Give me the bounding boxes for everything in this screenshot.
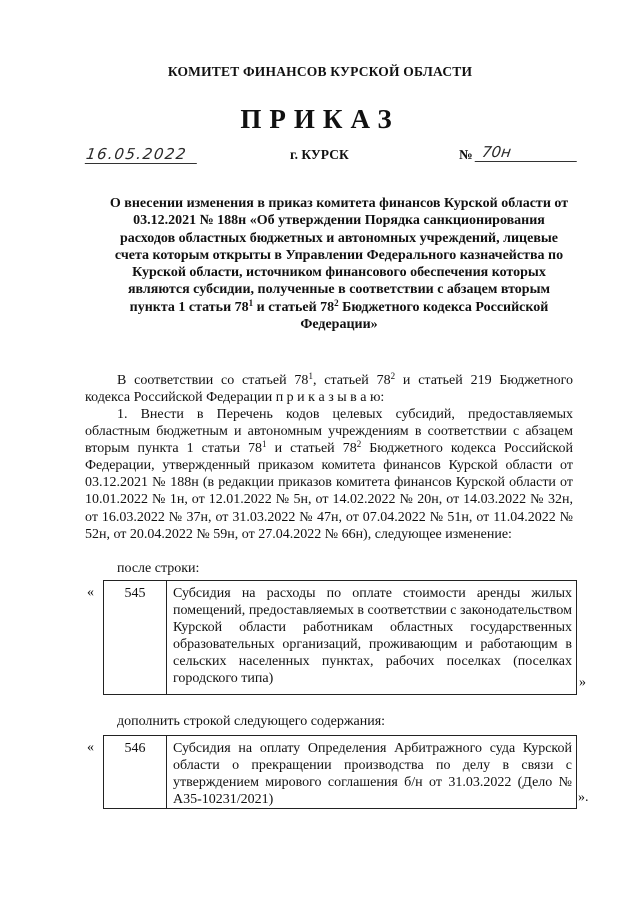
heading-sup-1: 1 bbox=[248, 297, 254, 308]
document-title: ПРИКАЗ bbox=[240, 104, 400, 134]
number-label: № bbox=[459, 147, 473, 162]
p2-sup-1: 1 bbox=[262, 439, 267, 450]
p2-text-a: 1. Внести в Перечень кодов целевых субсидий, предоставляемых областным бюджетным и автономным учреждениям в соответствии с абзацем вторым пункта 1 статьи 78 bbox=[85, 407, 573, 457]
heading-part-3: Бюджетного кодекса Российской Федерации» bbox=[300, 299, 549, 333]
paragraph-item-1 bbox=[85, 406, 573, 543]
p1-text-a: В соответствии со статьей 78 bbox=[117, 373, 309, 388]
row-code: 545 bbox=[104, 581, 167, 694]
p1-text-b: , статьей 78 bbox=[312, 373, 391, 388]
p2-text-c: Бюджетного кодекса Российской Федерации, утвержденный приказом комитета финансов Курской области от 03.12.2021 № 188н (в редакции приказов комитета финансов Курской области от 10.01.2022 № 1н, от 12.01.2022 № 5н, от 14.02.2022 № 20н, от 14.03.2022 № 32н, от 16.03.2022 № 37н, от 31.03.2022 № 47н, от 07.04.2022 № 51н, от 11.04.2022 № 52н, от 20.04.2022 № 59н, от 27.04.2022 № 66н), следующее изменение: bbox=[85, 441, 573, 542]
heading-sup-2: 2 bbox=[334, 297, 339, 308]
p1-sup-1: 1 bbox=[308, 371, 313, 381]
organization-name: КОМИТЕТ ФИНАНСОВ КУРСКОЙ ОБЛАСТИ bbox=[167, 64, 473, 79]
table-row-545 bbox=[103, 580, 577, 695]
paragraph-preamble bbox=[85, 372, 573, 406]
paragraph-after-row: после строки: bbox=[117, 561, 200, 576]
document-number: 70н bbox=[475, 143, 580, 162]
document-city: г. КУРСК bbox=[290, 147, 349, 162]
p1-text-c: и статьей 219 Бюджетного кодекса Российской Федерации п р и к а з ы в а ю: bbox=[85, 373, 573, 406]
close-quote-2: ». bbox=[578, 790, 589, 805]
order-heading bbox=[104, 195, 574, 333]
paragraph-add-row: дополнить строкой следующего содержания: bbox=[117, 714, 386, 729]
p2-sup-2: 2 bbox=[356, 439, 362, 450]
table-row-546 bbox=[103, 735, 577, 809]
open-quote-1: « bbox=[87, 585, 94, 600]
open-quote-2: « bbox=[87, 740, 94, 755]
row-code: 546 bbox=[104, 736, 167, 808]
document-date: 16.05.2022 bbox=[85, 146, 200, 164]
heading-part-1: О внесении изменения в приказ комитета финансов Курской области от 03.12.2021 № 188н «Об утверждении Порядка санкционирования расходов областных бюджетных и автономных учреждений, лицевые счета которым открыты в Управлении Федерального казначейства по Курской области, источником финансового обеспечения которых являются субсидии, полученные в соответствии с абзацем вторым пункта 1 статьи 78 bbox=[109, 196, 569, 315]
close-quote-1: » bbox=[579, 675, 586, 690]
row-description: Субсидия на оплату Определения Арбитражного суда Курской области о прекращении производства по делу в связи с утверждением мирового соглашения б/н от 31.03.2022 (Дело № А35-10231/2021) bbox=[173, 741, 572, 808]
p1-sup-2: 2 bbox=[390, 371, 396, 381]
heading-part-2: и статьей 78 bbox=[253, 299, 335, 315]
row-description: Субсидия на расходы по оплате стоимости аренды жилых помещений, предоставляемых в соответствии с законодательством Курской области работникам областных государственных образовательных организаций, проживающим и работающим в сельских населенных пунктах, рабочих поселках (поселках городского типа) bbox=[173, 586, 572, 687]
p2-text-b: и статьей 78 bbox=[266, 441, 357, 457]
